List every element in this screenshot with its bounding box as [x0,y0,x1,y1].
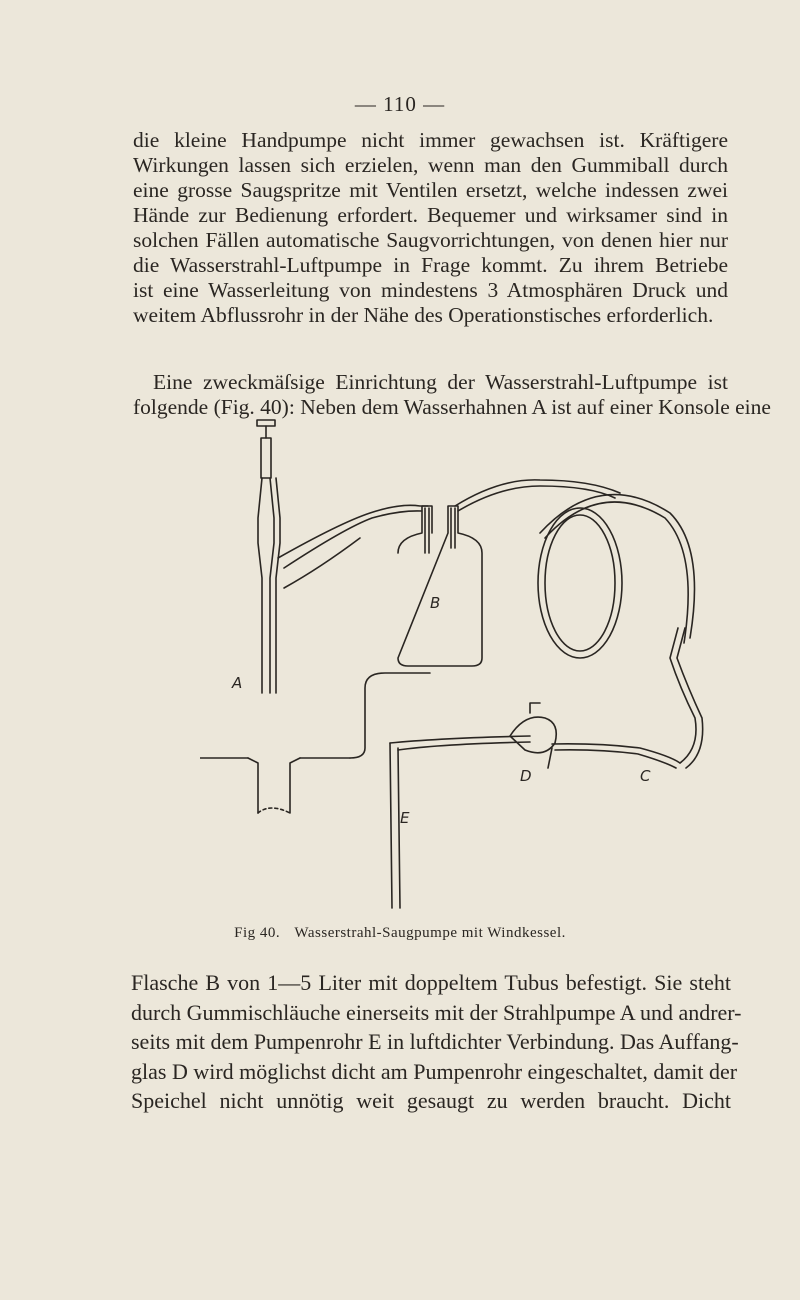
text-line: Hände zur Bedienung erfordert. Bequemer und wirksamer sind in [133,203,728,227]
paragraph-1 [133,128,728,328]
text-line: folgende (Fig. 40): Neben dem Wasserhahnen A ist auf einer Konsole eine [133,395,771,419]
label-b: B [430,594,441,612]
text-line: ist eine Wasserleitung von mindestens 3 Atmosphären Druck und [133,278,728,302]
text-line: Wirkungen lassen sich erzielen, wenn man den Gummiball durch [133,153,728,177]
hose-pump-to-bottle [278,505,428,588]
bottle-b [398,506,482,666]
paragraph-3 [131,968,742,1116]
text-line: eine grosse Saugspritze mit Ventilen ersetzt, welche indessen zwei [133,178,728,202]
figure-caption [0,925,800,942]
paragraph-2 [133,370,771,420]
caption-text: Wasserstrahl-Saugpumpe mit Windkessel. [294,925,566,941]
text-line: durch Gummischläuche einerseits mit der Strahlpumpe A und andrer- [131,999,742,1025]
figure-40 [200,418,720,923]
text-line: glas D wird möglichst dicht am Pumpenrohr eingeschaltet, damit der [131,1058,738,1084]
text-line: Flasche B von 1—5 Liter mit doppeltem Tubus befestigt. Sie steht [131,970,731,995]
label-c: C [640,767,651,785]
text-line: weitem Abflussrohr in der Nähe des Operationstisches erforderlich. [133,303,714,327]
text-line: solchen Fällen automatische Saugvorrichtungen, von denen hier nur [133,228,728,252]
text-line: seits mit dem Pumpenrohr E in luftdichter Verbindung. Das Auffang- [131,1029,739,1054]
label-e: E [400,809,410,827]
collector-d-and-pipe-e [390,703,680,908]
apparatus-diagram [200,418,720,923]
text-line: die Wasserstrahl-Luftpumpe in Frage kommt. Zu ihrem Betriebe [133,253,728,277]
water-tap-a [257,420,280,693]
text-line: die kleine Handpumpe nicht immer gewachsen ist. Kräftigere [133,128,728,152]
label-a: A [232,674,243,692]
caption-number: Fig 40. [234,925,281,941]
coil-c [538,495,703,768]
text-line: Eine zweckmäſsige Einrichtung der Wasserstrahl-Luftpumpe ist [153,370,728,394]
label-d: D [520,767,532,785]
hose-bottle-to-c [455,480,620,511]
text-line: Speichel nicht unnötig weit gesaugt zu werden braucht. Dicht [131,1088,731,1113]
page-number: — 110 — [354,92,446,116]
